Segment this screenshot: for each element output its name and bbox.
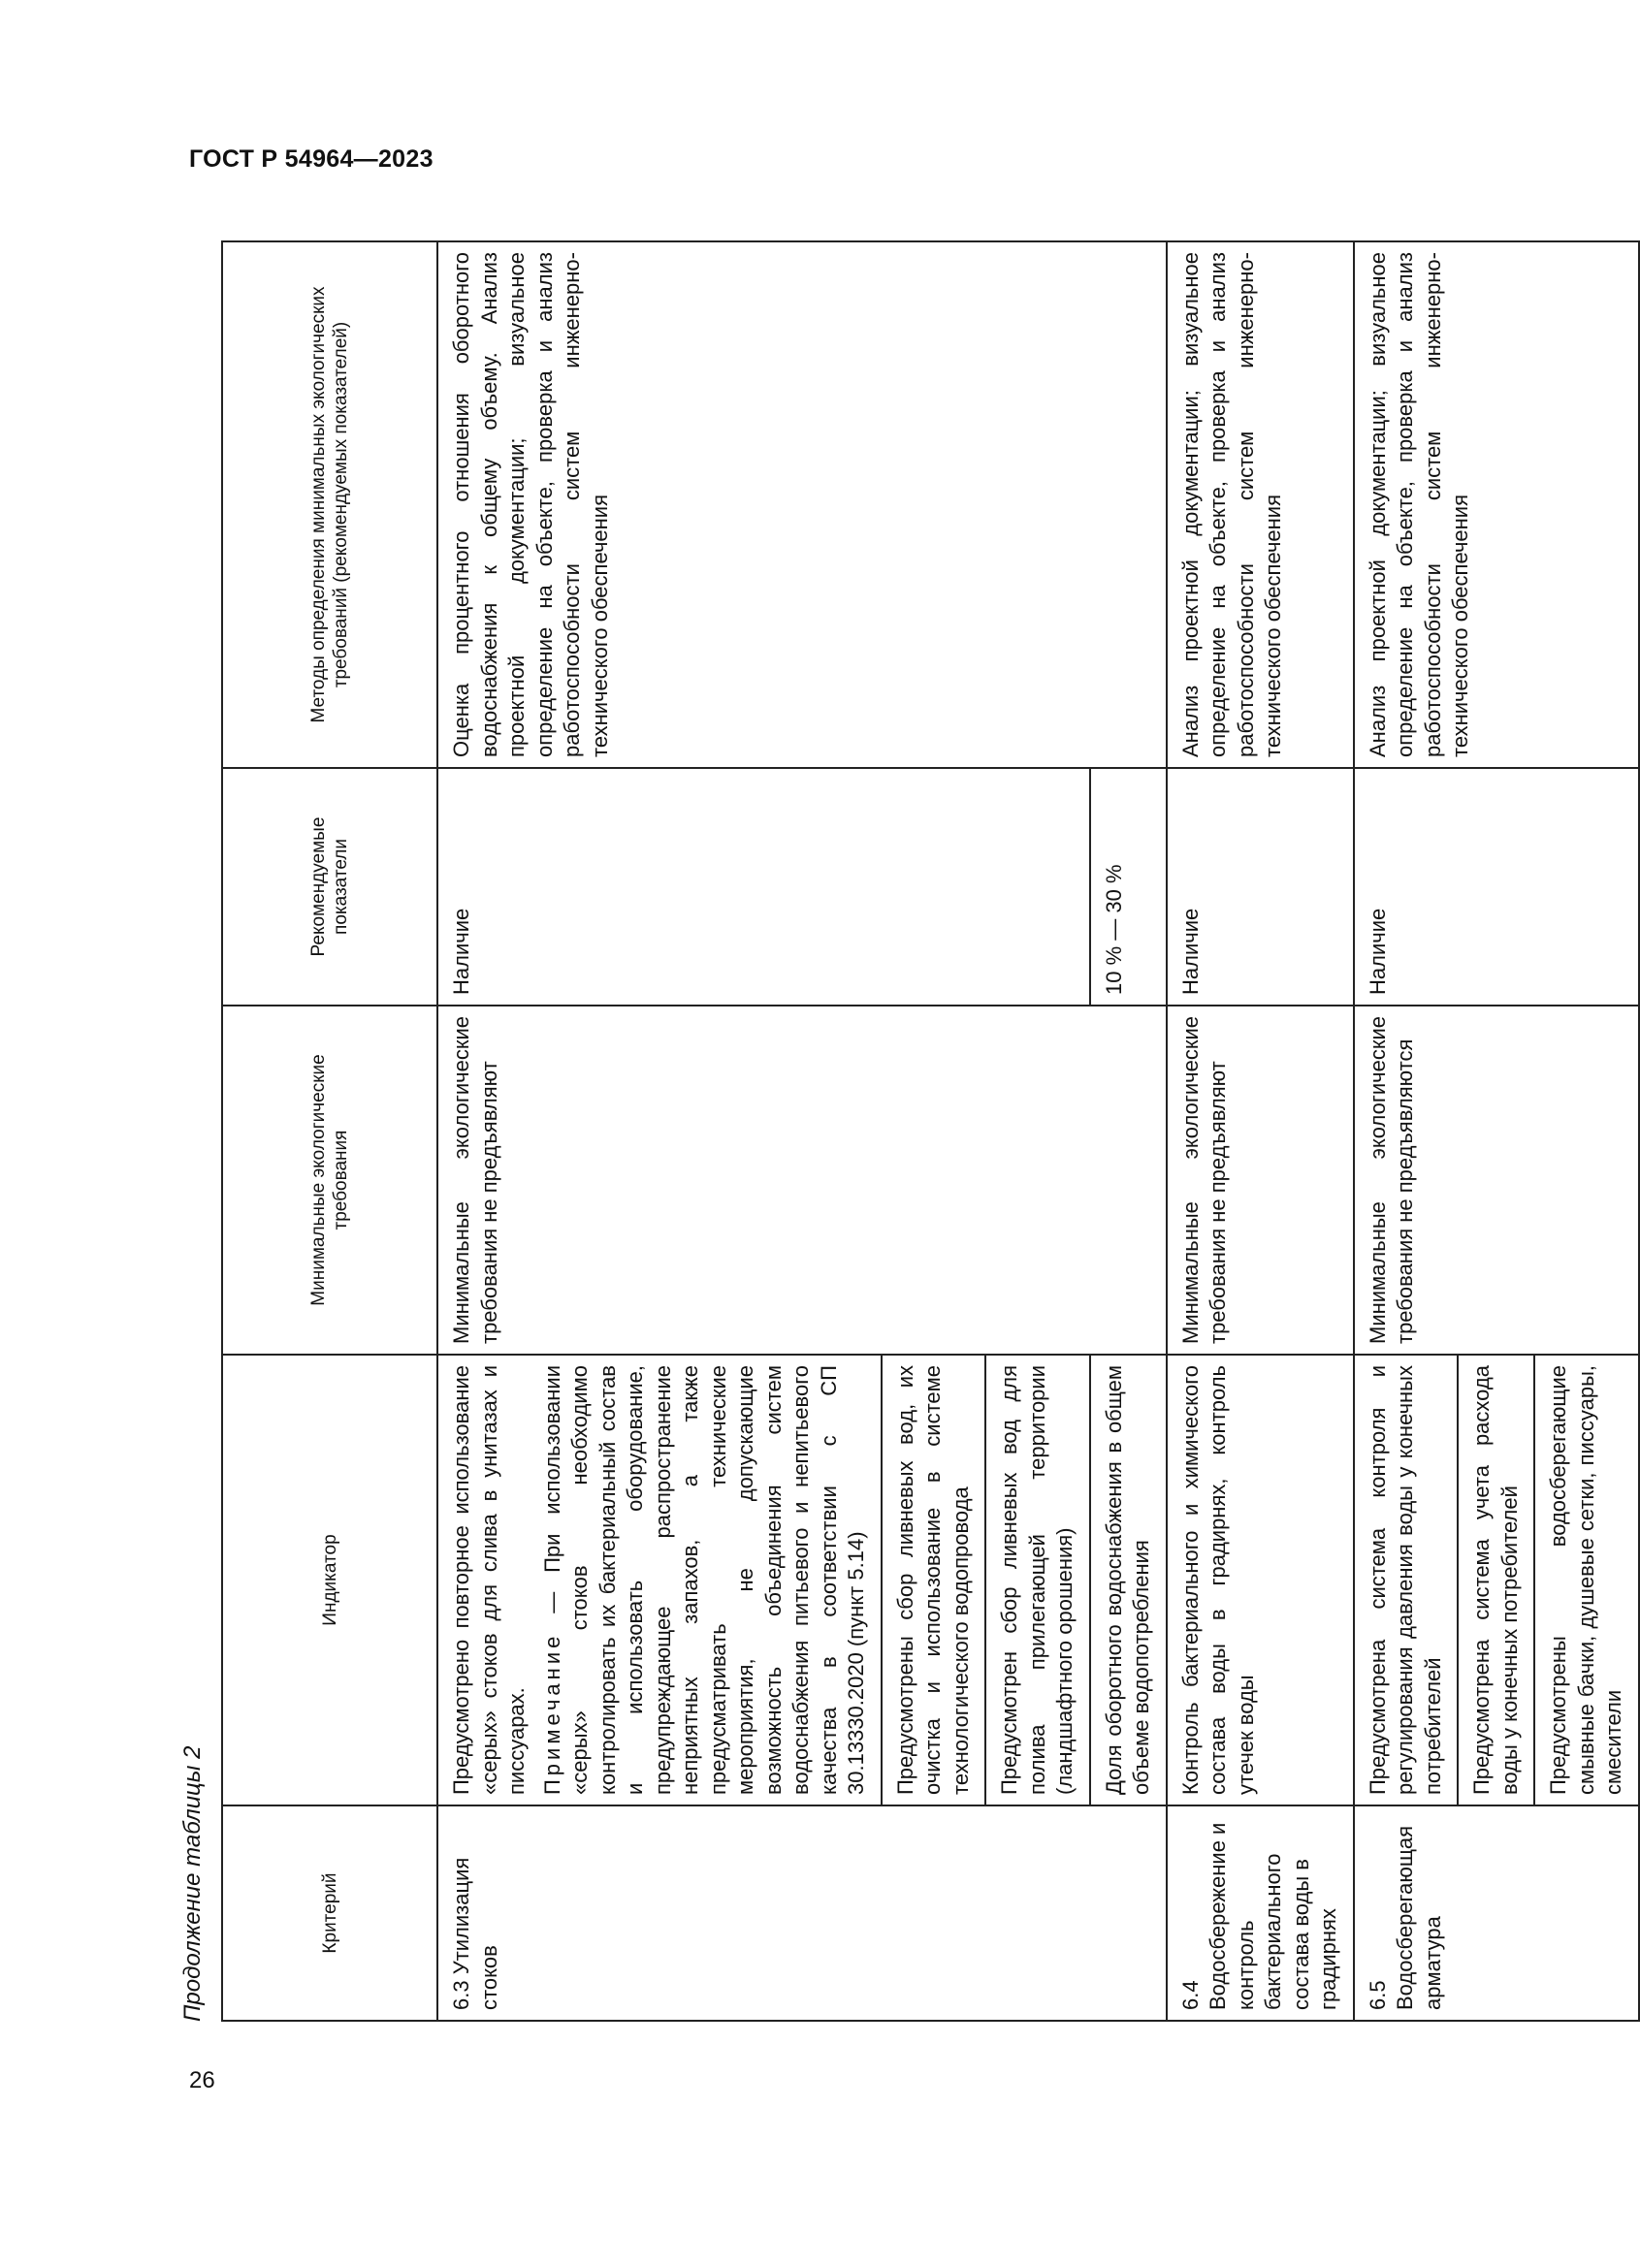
header-methods: Методы определения минимальных экологических требований (рекомендуемых показателей) — [222, 241, 437, 768]
min-req-6-3: Минимальные экологические требования не предъявляют — [437, 1006, 1167, 1355]
indicator-text: Предусмотрено повторное использование «серых» стоков для слива в унитазах и писсуарах. — [449, 1365, 529, 1795]
criterion-6-3: 6.3 Утилизация стоков — [437, 1805, 1167, 2021]
indicator-6-4: Контроль бактериального и химического состава воды в градирнях, контроль утечек воды — [1167, 1355, 1354, 1805]
note-text: — При использовании «серых» стоков необходимо контролировать их бактериальный состав и использовать оборудование, предупреждающее распространение неприятных запахов, а также предусматривать технические мероприятия, не допускающие возможность объединения систем водоснабжения питьевого и непитьевого качества в соответствии с СП 30.13330.2020 (пункт 5.14) — [539, 1365, 868, 1795]
criterion-6-4: 6.4 Водосбережение и контроль бактериального состава воды в градирнях — [1167, 1805, 1354, 2021]
indicator-note — [539, 1365, 871, 1795]
rec-6-5: Наличие — [1354, 768, 1639, 1006]
table-header-row — [222, 241, 437, 2021]
min-req-6-5: Минимальные экологические требования не предъявляются — [1354, 1006, 1639, 1355]
indicator-6-3-4: Доля оборотного водоснабжения в общем объеме водопотребления — [1090, 1355, 1167, 1805]
criterion-6-5: 6.5 Водосберегающая арматура — [1354, 1805, 1639, 2021]
indicator-6-5-2: Предусмотрена система учета расхода воды у конечных потребителей — [1458, 1355, 1534, 1805]
requirements-table — [221, 240, 1640, 2022]
indicator-6-3-2: Предусмотрены сбор ливневых вод, их очистка и использование в системе технологического водопровода — [882, 1355, 986, 1805]
indicator-6-3-3: Предусмотрен сбор ливневых вод для полива прилегающей территории (ландшафтного орошения) — [985, 1355, 1090, 1805]
rec-6-4: Наличие — [1167, 768, 1354, 1006]
header-recommended: Рекомендуемые показатели — [222, 768, 437, 1006]
page-number: 26 — [189, 2067, 215, 2093]
indicator-6-3-1 — [437, 1355, 882, 1805]
methods-6-5: Анализ проектной документации; визуальное определение на объекте, проверка и анализ работоспособности систем инженерно-технического обеспечения — [1354, 241, 1639, 768]
methods-6-4: Анализ проектной документации; визуальное определение на объекте, проверка и анализ работоспособности систем инженерно-технического обеспечения — [1167, 241, 1354, 768]
methods-6-3: Оценка процентного отношения оборотного водоснабжения к общему объему. Анализ проектной документации; визуальное определение на объекте, проверка и анализ работоспособности систем инженерно-технического обеспечения — [437, 241, 1167, 768]
document-header: ГОСТ Р 54964—2023 — [189, 145, 434, 173]
rotated-page-content — [179, 228, 1625, 2041]
table-row — [1167, 241, 1354, 2021]
indicator-6-5-3: Предусмотрены водосберегающие смывные бачки, душевые сетки, писсуары, смесители — [1534, 1355, 1639, 1805]
header-min-requirements: Минимальные экологические требования — [222, 1006, 437, 1355]
note-label: Примечание — [539, 1632, 564, 1795]
header-indicator: Индикатор — [222, 1355, 437, 1805]
table-row — [437, 241, 882, 2021]
min-req-6-4: Минимальные экологические требования не предъявляют — [1167, 1006, 1354, 1355]
rec-6-3-1: Наличие — [437, 768, 1090, 1006]
table-row — [1354, 241, 1459, 2021]
header-criterion: Критерий — [222, 1805, 437, 2021]
rec-6-3-2: 10 % — 30 % — [1090, 768, 1167, 1006]
table-caption: Продолжение таблицы 2 — [179, 1745, 206, 2022]
indicator-6-5-1: Предусмотрена система контроля и регулирования давления воды у конечных потребителей — [1354, 1355, 1459, 1805]
